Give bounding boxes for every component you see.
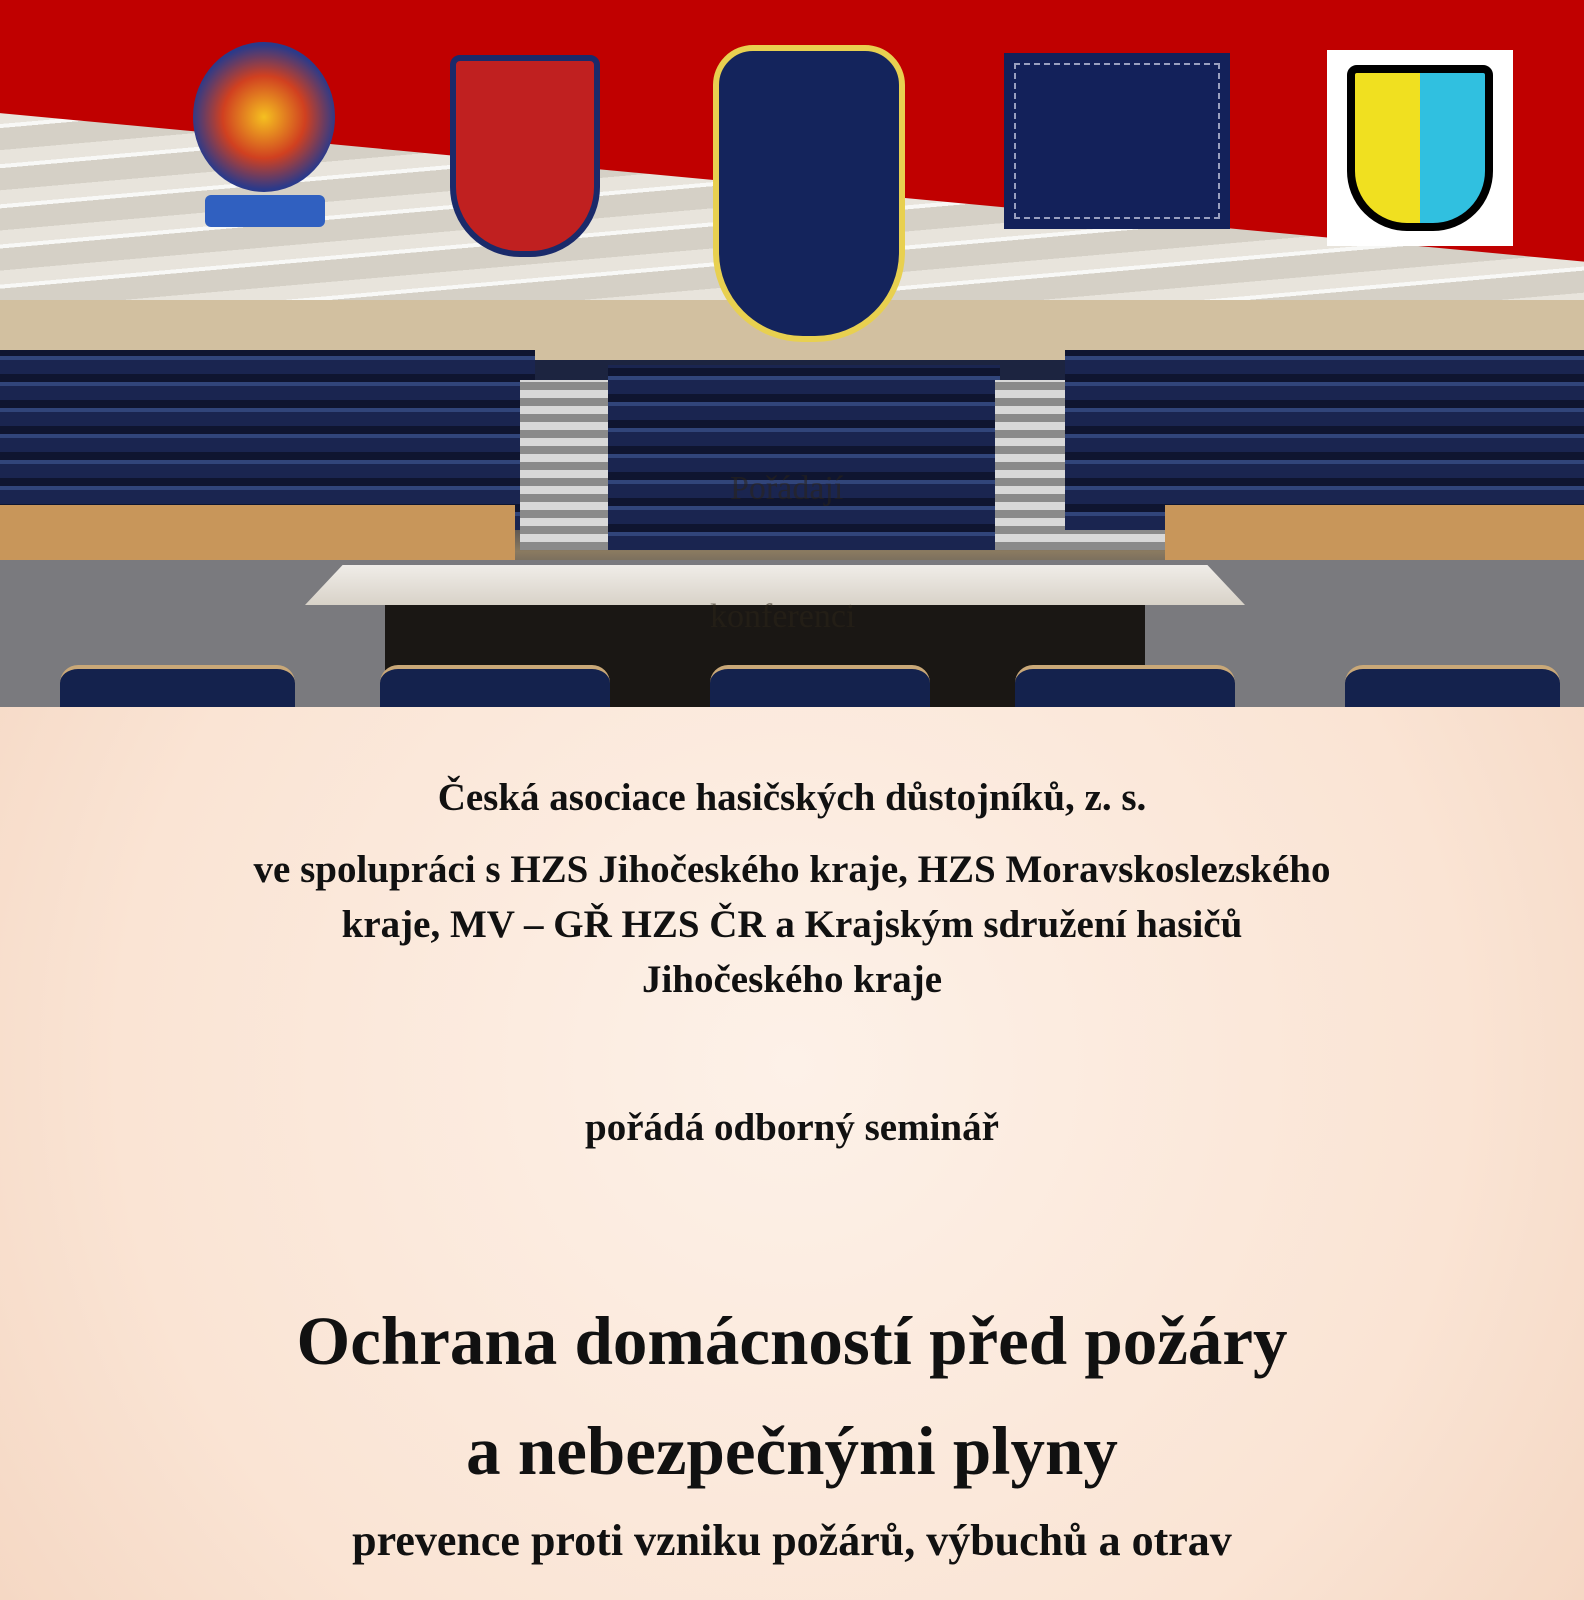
cooperation-line: Jihočeského kraje	[641, 958, 943, 1001]
caha-ribbon	[205, 195, 325, 227]
rail-right	[1165, 505, 1584, 565]
hzs-msk-shield-icon	[450, 55, 600, 257]
cooperation-line: ve spolupráci s HZS Jihočeského kraje, HZS Moravskoslezského	[253, 848, 1331, 891]
invitation-content	[0, 707, 1584, 1600]
cooperation-line: kraje, MV – GŘ HZS ČR a Krajským sdružení hasičů	[341, 903, 1243, 946]
chair	[60, 665, 295, 707]
seminar-title: Ochrana domácností před požáry	[296, 1303, 1288, 1379]
seminar-title: a nebezpečnými plyny	[466, 1413, 1118, 1489]
overlay-text-conference: konferenci	[710, 598, 856, 635]
hzs-cr-shield-icon	[713, 45, 905, 342]
caha-emblem-icon	[193, 42, 335, 192]
chair	[1345, 665, 1560, 707]
announce: pořádá odborný seminář	[585, 1106, 999, 1149]
rail-left	[0, 505, 515, 565]
chair	[1015, 665, 1235, 707]
seminar-subtitle: prevence proti vzniku požárů, výbuchů a otrav	[352, 1516, 1232, 1565]
overlay-text-organizers: Pořádají	[730, 470, 844, 507]
seats-left	[0, 350, 535, 530]
chair	[380, 665, 610, 707]
chair	[710, 665, 930, 707]
seats-center	[608, 365, 1000, 550]
hzs-jck-flag-icon	[1004, 53, 1230, 229]
hero-banner	[0, 0, 1584, 707]
organizer: Česká asociace hasičských důstojníků, z. s.	[437, 776, 1147, 819]
seats-right	[1065, 350, 1584, 530]
sh-cms-logo-icon	[1327, 50, 1513, 246]
